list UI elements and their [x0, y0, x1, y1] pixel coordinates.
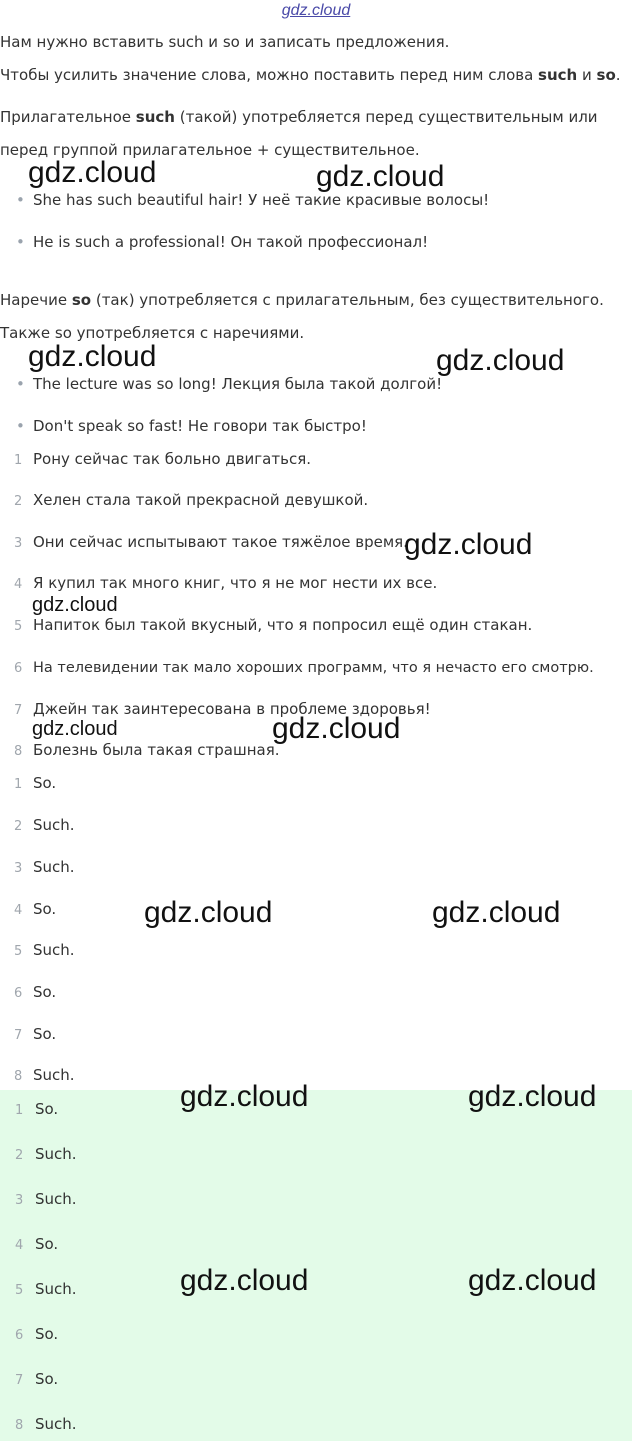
answer-item: 2 Such.: [14, 816, 75, 834]
site-logo: gdz.cloud: [281, 2, 351, 19]
final-answer-item: 6 So.: [15, 1325, 59, 1343]
intro-line-6: Также so употребляется с наречиями.: [0, 324, 305, 342]
example-bullet: • He is such a professional! Он такой профессионал!: [16, 233, 429, 251]
sentence-item: 4 Я купил так много книг, что я не мог нести их все.: [14, 574, 438, 592]
intro-line-3: Прилагательное such (такой) употребляется перед существительным или: [0, 108, 598, 126]
sentence-item: 3 Они сейчас испытывают такое тяжёлое время.: [14, 533, 408, 551]
final-answer-item: 3 Such.: [15, 1190, 77, 1208]
watermark: gdz.cloud: [436, 344, 565, 377]
example-bullet: • She has such beautiful hair! У неё такие красивые волосы!: [16, 191, 490, 209]
final-answer-item: 2 Such.: [15, 1145, 77, 1163]
sentence-item: 6 На телевидении так мало хороших программ, что я нечасто его смотрю.: [14, 660, 594, 676]
final-answer-item: 4 So.: [15, 1235, 59, 1253]
watermark: gdz.cloud: [28, 340, 157, 373]
sentence-item: 2 Хелен стала такой прекрасной девушкой.: [14, 491, 369, 509]
watermark: gdz.cloud: [144, 896, 273, 929]
answer-item: 7 So.: [14, 1025, 57, 1043]
final-answer-item: 8 Such.: [15, 1415, 77, 1433]
final-answer-item: 7 So.: [15, 1370, 59, 1388]
answer-item: 4 So.: [14, 900, 57, 918]
watermark: gdz.cloud: [28, 156, 157, 189]
watermark: gdz.cloud: [404, 528, 533, 561]
sentence-item: 5 Напиток был такой вкусный, что я попросил ещё один стакан.: [14, 616, 533, 634]
final-answer-item: 1 So.: [15, 1100, 59, 1118]
sentence-item: 7 Джейн так заинтересована в проблеме здоровья!: [14, 700, 431, 718]
example-bullet: • The lecture was so long! Лекция была такой долгой!: [16, 375, 443, 393]
example-bullet: • Don't speak so fast! Не говори так быстро!: [16, 417, 367, 435]
answer-item: 3 Such.: [14, 858, 75, 876]
answer-item: 8 Such.: [14, 1066, 75, 1084]
watermark: gdz.cloud: [468, 1080, 597, 1113]
sentence-item: 8 Болезнь была такая страшная.: [14, 741, 280, 759]
intro-line-1: Нам нужно вставить such и so и записать предложения.: [0, 33, 450, 51]
watermark: gdz.cloud: [180, 1080, 309, 1113]
intro-line-2: Чтобы усилить значение слова, можно поставить перед ним слова such и so.: [0, 66, 621, 84]
watermark: gdz.cloud: [180, 1264, 309, 1297]
answer-item: 1 So.: [14, 774, 57, 792]
answer-item: 6 So.: [14, 983, 57, 1001]
watermark: gdz.cloud: [432, 896, 561, 929]
watermark: gdz.cloud: [32, 594, 118, 616]
watermark: gdz.cloud: [468, 1264, 597, 1297]
watermark: gdz.cloud: [316, 160, 445, 193]
sentence-item: 1 Рону сейчас так больно двигаться.: [14, 450, 311, 468]
watermark: gdz.cloud: [272, 712, 401, 745]
final-answer-item: 5 Such.: [15, 1280, 77, 1298]
intro-line-4: перед группой прилагательное + существительное.: [0, 141, 420, 159]
watermark: gdz.cloud: [32, 718, 118, 740]
intro-line-5: Наречие so (так) употребляется с прилагательным, без существительного.: [0, 291, 604, 309]
answer-item: 5 Such.: [14, 941, 75, 959]
